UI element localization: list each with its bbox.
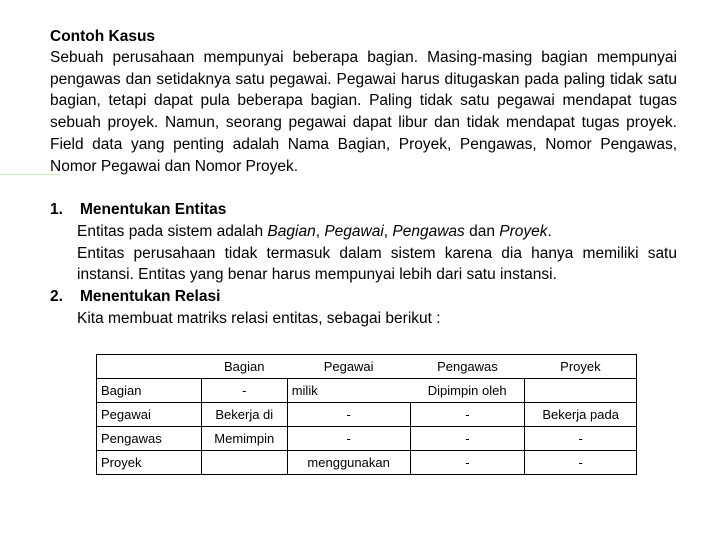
step-1-prefix: Entitas pada sistem adalah xyxy=(77,222,268,240)
step-2-text: Kita membuat matriks relasi entitas, sebagai berikut : xyxy=(77,309,441,327)
entity-relation-matrix xyxy=(96,354,637,475)
entity-sep-1: , xyxy=(315,222,325,240)
matrix-cell: - xyxy=(525,451,637,475)
matrix-cell: - xyxy=(410,403,525,427)
step-2-heading xyxy=(50,286,677,308)
matrix-header-pegawai: Pegawai xyxy=(287,355,410,379)
matrix-cell: - xyxy=(525,427,637,451)
matrix-cell: Bekerja pada xyxy=(525,403,637,427)
matrix-row-proyek xyxy=(97,451,637,475)
matrix-corner-cell xyxy=(97,355,202,379)
matrix-cell: - xyxy=(410,427,525,451)
step-1-text xyxy=(77,221,677,286)
matrix-row-label: Pengawas xyxy=(97,427,202,451)
matrix-cell xyxy=(525,379,637,403)
entity-pengawas: Pengawas xyxy=(392,222,465,240)
matrix-cell: Memimpin xyxy=(201,427,287,451)
matrix-header-proyek: Proyek xyxy=(525,355,637,379)
step-1-heading xyxy=(50,199,677,221)
entity-proyek: Proyek xyxy=(499,222,548,240)
matrix-cell: Bekerja di xyxy=(201,403,287,427)
matrix-header-bagian: Bagian xyxy=(201,355,287,379)
step-1-title: Menentukan Entitas xyxy=(80,201,227,219)
step-2-title: Menentukan Relasi xyxy=(80,288,221,306)
matrix-cell: - xyxy=(410,451,525,475)
matrix-row-pegawai xyxy=(97,403,637,427)
matrix-row-label: Bagian xyxy=(97,379,202,403)
matrix-cell: Dipimpin oleh xyxy=(410,379,525,403)
step-2 xyxy=(50,286,677,329)
step-1-suffix: . xyxy=(547,222,552,240)
steps-list xyxy=(50,199,677,329)
matrix-row-label: Pegawai xyxy=(97,403,202,427)
matrix-cell: - xyxy=(201,379,287,403)
matrix-cell xyxy=(201,451,287,475)
case-title: Contoh Kasus xyxy=(50,28,156,45)
matrix-header-pengawas: Pengawas xyxy=(410,355,525,379)
matrix-row-bagian xyxy=(97,379,637,403)
matrix-header-row xyxy=(97,355,637,379)
matrix-cell: menggunakan xyxy=(287,451,410,475)
entity-sep-3: dan xyxy=(464,222,500,240)
case-description: Sebuah perusahaan mempunyai beberapa bagian. Masing-masing bagian mempunyai pengawas dan setidaknya satu pegawai. Pegawai harus ditugaskan pada paling tidak satu bagian, tetapi dapat pula beberapa bagian. Paling tidak satu pegawai mendapat tugas sebuah proyek. Namun, seorang pegawai dapat libur dan tidak mendapat tugas proyek. Field data yang penting adalah Nama Bagian, Proyek, Pengawas, Nomor Pengawas, Nomor Pegawai dan Nomor Proyek. xyxy=(50,49,677,175)
matrix-row-label: Proyek xyxy=(97,451,202,475)
matrix-cell: milik xyxy=(287,379,410,403)
step-1-explanation: Entitas perusahaan tidak termasuk dalam sistem karena dia hanya memiliki satu instansi. Entitas yang benar harus mempunyai lebih dari satu instansi. xyxy=(77,244,677,284)
document-body xyxy=(50,26,677,329)
matrix-cell: - xyxy=(287,427,410,451)
entity-bagian: Bagian xyxy=(267,222,316,240)
step-2-number: 2. xyxy=(50,288,63,306)
matrix-cell: - xyxy=(287,403,410,427)
matrix-row-pengawas xyxy=(97,427,637,451)
entity-sep-2: , xyxy=(383,222,393,240)
step-1 xyxy=(50,199,677,286)
entity-pegawai: Pegawai xyxy=(324,222,384,240)
step-1-number: 1. xyxy=(50,201,63,219)
